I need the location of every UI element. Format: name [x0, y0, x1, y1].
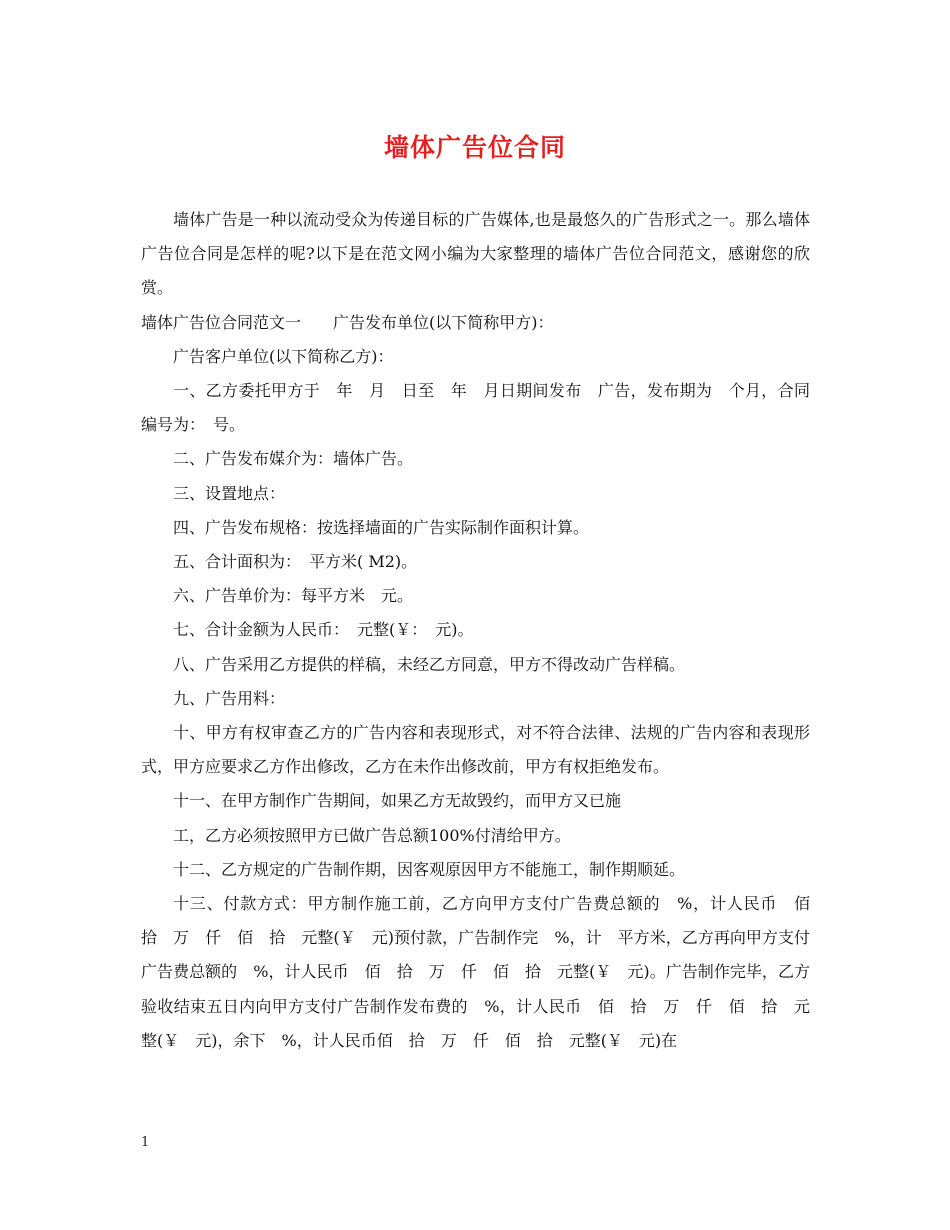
- clause-6: 六、广告单价为：每平方米 元。: [173, 586, 414, 606]
- clause-11-line-2: 工，乙方必须按照甲方已做广告总额100%付清给甲方。: [173, 825, 571, 845]
- clause-2: 二、广告发布媒介为：墙体广告。: [173, 449, 414, 469]
- document-body: [141, 203, 827, 1058]
- sample-heading-paragraph: 墙体广告位合同范文一 广告发布单位(以下简称甲方)：: [141, 312, 554, 332]
- clause-4: 四、广告发布规格：按选择墙面的广告实际制作面积计算。: [173, 517, 590, 537]
- clause-8: 八、广告采用乙方提供的样稿，未经乙方同意，甲方不得改动广告样稿。: [173, 654, 686, 674]
- intro-paragraph: 墙体广告是一种以流动受众为传递目标的广告媒体,也是最悠久的广告形式之一。那么墙体广告位合同是怎样的呢?以下是在范文网小编为大家整理的墙体广告位合同范文，感谢您的欣赏。: [141, 210, 810, 298]
- clause-10: 十、甲方有权审查乙方的广告内容和表现形式，对不符合法律、法规的广告内容和表现形式，甲方应要求乙方作出修改，乙方在未作出修改前，甲方有权拒绝发布。: [141, 723, 810, 777]
- clause-3: 三、设置地点：: [173, 483, 286, 503]
- document-title: 墙体广告位合同: [383, 133, 566, 162]
- clause-1: 一、乙方委托甲方于 年 月 日至 年 月日期间发布 广告，发布期为 个月，合同编号为： 号。: [141, 381, 810, 435]
- clause-12: 十二、乙方规定的广告制作期，因客观原因甲方不能施工，制作期顺延。: [173, 859, 686, 879]
- page-number: 1: [141, 1135, 150, 1150]
- clause-7: 七、合计金额为人民币： 元整(￥： 元)。: [173, 620, 474, 640]
- clause-13: 十三、付款方式：甲方制作施工前，乙方向甲方支付广告费总额的 %，计人民币 佰 拾 万 仟 佰 拾 元整(￥ 元)预付款，广告制作完 %，计 平方米，乙方再向甲方支付广告费总额的 %，计人民币 佰 拾 万 仟 佰 拾 元整(￥ 元)。广告制作完毕，乙方验收结束五日内向甲方支付广告制作发布费的 %，计人民币 佰 拾 万 仟 佰 拾 元整(￥ 元)，余下 %，计人民币佰 拾 万 仟 佰 拾 元整(￥ 元)在: [141, 894, 827, 1050]
- clause-9: 九、广告用料：: [173, 688, 286, 708]
- client-unit-paragraph: 广告客户单位(以下简称乙方)：: [173, 346, 394, 366]
- clause-5: 五、合计面积为： 平方米( M2)。: [173, 552, 418, 572]
- clause-11-line-1: 十一、在甲方制作广告期间，如果乙方无故毁约，而甲方又已施: [173, 791, 622, 811]
